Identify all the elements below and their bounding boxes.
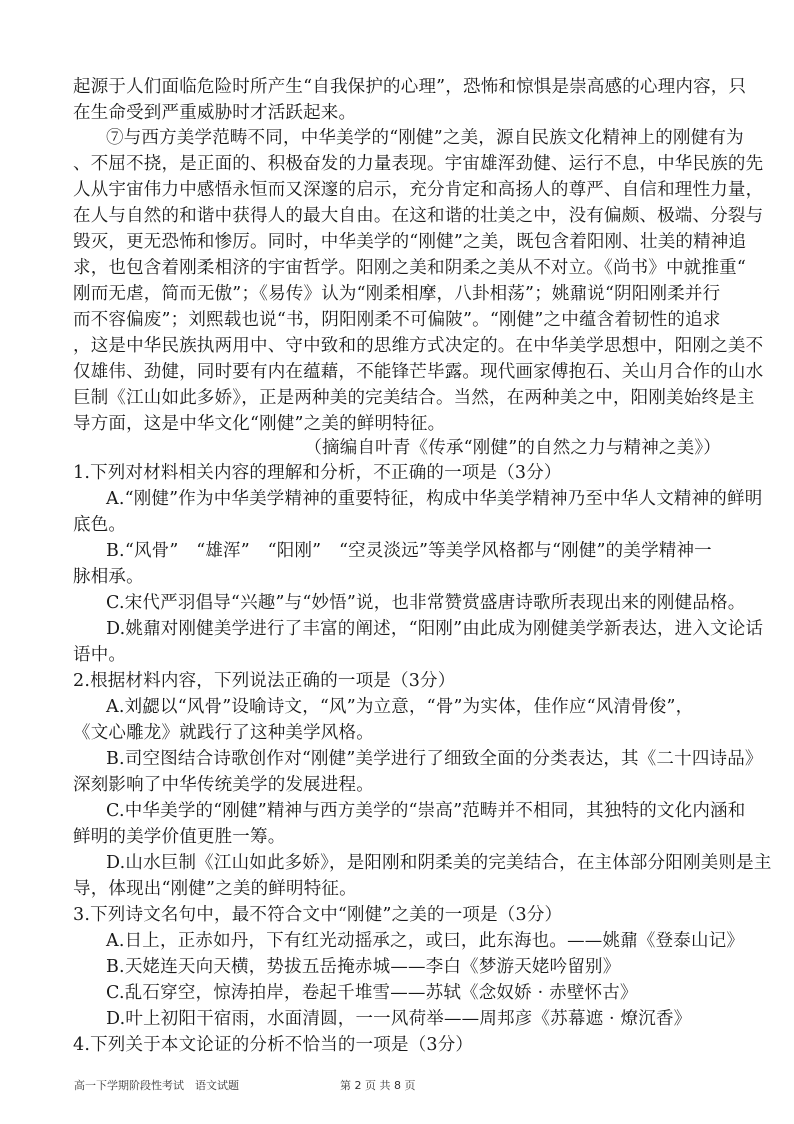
question-3-option-d: D.叶上初阳干宿雨，水面清圆，一一风荷举——周邦彦《苏幕遮 · 燎沉香》 [106, 1009, 692, 1029]
question-2-option-c-cont: 鲜明的美学价值更胜一筹。 [73, 827, 286, 847]
question-1-option-b-cont: 脉相承。 [73, 567, 144, 587]
question-1-option-c: C.宋代严羽倡导“兴趣”与“妙悟”说，也非常赞赏盛唐诗歌所表现出来的刚健品格。 [106, 593, 746, 613]
question-1-option-b: B.“风骨” “雄浑” “阳刚” “空灵淡远”等美学风格都与“刚健”的美学精神一 [106, 541, 712, 561]
question-2-stem: 2.根据材料内容，下列说法正确的一项是（3分） [73, 671, 456, 691]
passage-line: 起源于人们面临危险时所产生“自我保护的心理”，恐怖和惊惧是崇高感的心理内容，只 [73, 77, 747, 97]
passage-line: 刚而无虐，简而无傲”；《易传》认为“刚柔相摩，八卦相荡”；姚鼐说“阴阳刚柔并行 [73, 284, 721, 304]
passage-source: （摘编自叶青《传承“刚健”的自然之力与精神之美》） [304, 438, 721, 458]
passage-line: 而不容偏废”；刘熙载也说“书，阴阳刚柔不可偏陂”。“刚健”之中蕴含着韧性的追求 [73, 310, 721, 330]
passage-line: 在生命受到严重威胁时才活跃起来。 [73, 103, 357, 123]
question-2-option-a: A.刘勰以“风骨”设喻诗文，“风”为立意，“骨”为实体，佳作应“风清骨俊”， [106, 697, 694, 717]
passage-line: 在人与自然的和谐中获得人的最大自由。在这和谐的壮美之中，没有偏颇、极端、分裂与 [73, 206, 764, 226]
passage-line: ，这是中华民族执两用中、守中致和的思维方式决定的。在中华美学思想中，阳刚之美不 [73, 336, 764, 356]
passage-line: 仅雄伟、劲健，同时要有内在蕴藉，不能锋芒毕露。现代画家傅抱石、关山月合作的山水 [73, 362, 764, 382]
question-3-option-a: A.日上，正赤如丹，下有红光动摇承之，或曰，此东海也。——姚鼐《登泰山记》 [106, 931, 745, 951]
footer-page-number: 第 2 页 共 8 页 [340, 1079, 416, 1092]
question-1-option-a-cont: 底色。 [73, 515, 127, 535]
passage-line: 、不屈不挠，是正面的、积极奋发的力量表现。宇宙雄浑劲健、运行不息，中华民族的先 [73, 154, 764, 174]
passage-line: 求，也包含着刚柔相济的宇宙哲学。阳刚之美和阴柔之美从不对立。《尚书》中就推重“ [73, 258, 746, 278]
passage-line: 导方面，这是中华文化“刚健”之美的鲜明特征。 [73, 414, 446, 434]
passage-line: ⑦与西方美学范畴不同，中华美学的“刚健”之美，源自民族文化精神上的刚健有为 [106, 128, 744, 148]
question-1-stem: 1.下列对材料相关内容的理解和分析，不正确的一项是（3分） [73, 463, 562, 483]
question-2-option-d-cont: 导，体现出“刚健”之美的鲜明特征。 [73, 879, 357, 899]
passage-line: 毁灭，更无恐怖和惨厉。同时，中华美学的“刚健”之美，既包含着阳刚、壮美的精神追 [73, 232, 747, 252]
question-2-option-c: C.中华美学的“刚健”精神与西方美学的“崇高”范畴并不相同，其独特的文化内涵和 [106, 801, 746, 821]
question-2-option-d: D.山水巨制《江山如此多娇》，是阳刚和阴柔美的完美结合，在主体部分阳刚美则是主 [106, 853, 772, 873]
question-4-stem: 4.下列关于本文论证的分析不恰当的一项是（3分） [73, 1035, 474, 1055]
question-1-option-a: A.“刚健”作为中华美学精神的重要特征，构成中华美学精神乃至中华人文精神的鲜明 [106, 489, 763, 509]
footer-exam-title: 高一下学期阶段性考试 语文试题 [74, 1079, 239, 1092]
question-2-option-b: B.司空图结合诗歌创作对“刚健”美学进行了细致全面的分类表达，其《二十四诗品》 [106, 749, 763, 769]
question-2-option-b-cont: 深刻影响了中华传统美学的发展进程。 [73, 775, 374, 795]
question-3-option-c: C.乱石穿空，惊涛拍岸，卷起千堆雪——苏轼《念奴娇 · 赤壁怀古》 [106, 983, 638, 1003]
question-2-option-a-cont: 《文心雕龙》就践行了这种美学风格。 [73, 723, 374, 743]
question-1-option-d: D.姚鼐对刚健美学进行了丰富的阐述，“阳刚”由此成为刚健美学新表达，进入文论话 [106, 619, 764, 639]
passage-line: 人从宇宙伟力中感悟永恒而又深邃的启示，充分肯定和高扬人的尊严、自信和理性力量， [73, 180, 764, 200]
question-3-stem: 3.下列诗文名句中，最不符合文中“刚健”之美的一项是（3分） [73, 905, 563, 925]
question-3-option-b: B.天姥连天向天横，势拔五岳掩赤城——李白《梦游天姥吟留别》 [106, 957, 621, 977]
passage-line: 巨制《江山如此多娇》，正是两种美的完美结合。当然，在两种美之中，阳刚美始终是主 [73, 388, 755, 408]
question-1-option-d-cont: 语中。 [73, 645, 127, 665]
